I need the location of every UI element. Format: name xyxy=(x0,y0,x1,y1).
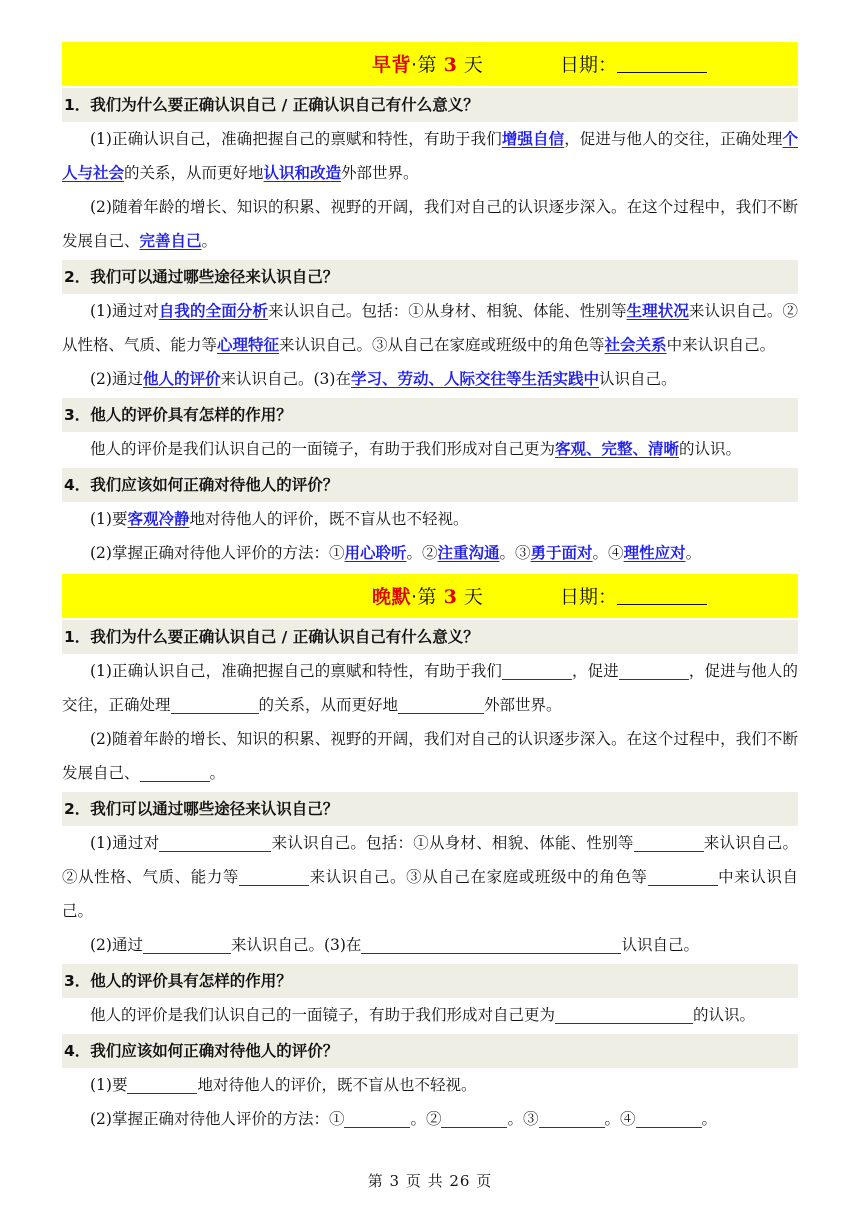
keyword: 个人与社会 xyxy=(62,130,798,182)
fill-blank[interactable] xyxy=(648,867,718,886)
keyword: 增强自信 xyxy=(501,130,565,148)
evening-title xyxy=(372,582,483,609)
worksheet-page xyxy=(62,42,798,1136)
answer-paragraph xyxy=(62,432,798,466)
keyword: 认识和改造 xyxy=(263,164,342,182)
fill-blank[interactable] xyxy=(239,867,309,886)
morning-day-number: 3 xyxy=(443,54,458,76)
question-heading: 4．我们应该如何正确对待他人的评价？ xyxy=(62,1034,798,1068)
evening-date-label: 日期： xyxy=(560,586,618,608)
answer-text: 认识自己。 xyxy=(598,370,677,388)
answer-text: (1)通过对 xyxy=(90,302,159,320)
answer-text: 。② xyxy=(406,544,438,562)
fill-text: 来认识自己。③从自己在家庭或班级中的角色等 xyxy=(309,868,648,886)
answer-text: 他人的评价是我们认识自己的一面镜子，有助于我们形成对自己更为 xyxy=(90,440,556,458)
question-heading: 1．我们为什么要正确认识自己 / 正确认识自己有什么意义？ xyxy=(62,88,798,122)
answer-text: (2)通过 xyxy=(90,370,143,388)
fill-blank[interactable] xyxy=(143,935,231,954)
fill-blank[interactable] xyxy=(361,935,621,954)
page-footer: 第 3 页 共 26 页 xyxy=(367,1172,493,1190)
keyword: 客观、完整、清晰 xyxy=(555,440,680,458)
keyword: 自我的全面分析 xyxy=(158,302,268,320)
question-heading: 2．我们可以通过哪些途径来认识自己？ xyxy=(62,792,798,826)
fill-text: 他人的评价是我们认识自己的一面镜子，有助于我们形成对自己更为 xyxy=(90,1006,556,1024)
answer-text: 的认识。 xyxy=(679,440,742,458)
morning-date-blank[interactable] xyxy=(617,54,707,73)
fill-text: (2)通过 xyxy=(90,936,143,954)
fill-text: 认识自己。 xyxy=(621,936,699,954)
question-heading: 4．我们应该如何正确对待他人的评价？ xyxy=(62,468,798,502)
keyword: 完善自己 xyxy=(139,232,202,250)
evening-banner xyxy=(62,574,798,618)
fill-paragraph xyxy=(62,1102,798,1136)
evening-title-mid: ·第 xyxy=(411,586,438,608)
evening-title-end: 天 xyxy=(463,586,484,608)
fill-paragraph xyxy=(62,722,798,790)
fill-text: (1)正确认识自己，准确把握自己的禀赋和特性，有助于我们 xyxy=(90,662,502,680)
answer-text: 。 xyxy=(201,232,218,250)
fill-text: 。 xyxy=(701,1110,718,1128)
fill-text: 的认识。 xyxy=(693,1006,756,1024)
fill-text: 地对待他人的评价，既不盲从也不轻视。 xyxy=(197,1076,477,1094)
morning-date xyxy=(560,50,707,77)
fill-text: 中来认识自己。 xyxy=(62,868,798,920)
fill-blank[interactable] xyxy=(159,833,271,852)
answer-paragraph xyxy=(62,362,798,396)
question-heading: 2．我们可以通过哪些途径来认识自己？ xyxy=(62,260,798,294)
fill-text: (2)掌握正确对待他人评价的方法：① xyxy=(90,1110,345,1128)
evening-date-blank[interactable] xyxy=(617,586,707,605)
morning-title-label: 早背 xyxy=(372,54,412,76)
fill-text: (2)随着年龄的增长、知识的积累、视野的开阔，我们对自己的认识逐步深入。在这个过程中，我们不断发展自己、 xyxy=(62,730,798,782)
fill-blank[interactable] xyxy=(140,763,210,782)
answer-text: (1)正确认识自己，准确把握自己的禀赋和特性，有助于我们 xyxy=(90,130,502,148)
fill-paragraph xyxy=(62,998,798,1032)
fill-blank[interactable] xyxy=(502,661,572,680)
fill-text: ，促进与他人的交往，正确处理 xyxy=(62,662,798,714)
fill-text: 来认识自己。(3)在 xyxy=(230,936,362,954)
fill-text: 的关系，从而更好地 xyxy=(258,696,399,714)
answer-text: 来认识自己。(3)在 xyxy=(220,370,351,388)
keyword: 社会关系 xyxy=(604,336,667,354)
fill-text: (1)要 xyxy=(90,1076,128,1094)
answer-paragraph xyxy=(62,502,798,536)
fill-blank[interactable] xyxy=(619,661,689,680)
answer-paragraph xyxy=(62,536,798,570)
fill-paragraph xyxy=(62,928,798,962)
fill-text: 来认识自己。②从性格、气质、能力等 xyxy=(62,834,798,886)
fill-text: (1)通过对 xyxy=(90,834,160,852)
fill-text: 外部世界。 xyxy=(484,696,562,714)
question-heading: 3．他人的评价具有怎样的作用？ xyxy=(62,398,798,432)
keyword: 勇于面对 xyxy=(530,544,593,562)
keyword: 生理状况 xyxy=(626,302,689,320)
question-heading: 3．他人的评价具有怎样的作用？ xyxy=(62,964,798,998)
morning-title-end: 天 xyxy=(463,54,484,76)
morning-banner xyxy=(62,42,798,86)
answer-text: 的关系，从而更好地 xyxy=(124,164,264,182)
answer-text: 来认识自己。③从自己在家庭或班级中的角色等 xyxy=(279,336,605,354)
keyword: 客观冷静 xyxy=(127,510,190,528)
answer-text: 中来认识自己。 xyxy=(666,336,776,354)
answer-paragraph xyxy=(62,190,798,258)
fill-text: 。② xyxy=(410,1110,442,1128)
fill-text: ，促进 xyxy=(571,662,619,680)
evening-title-label: 晚默 xyxy=(372,586,412,608)
fill-blank[interactable] xyxy=(127,1075,197,1094)
fill-paragraph xyxy=(62,1068,798,1102)
fill-paragraph xyxy=(62,826,798,928)
answer-text: 。③ xyxy=(499,544,531,562)
fill-text: 。 xyxy=(209,764,226,782)
fill-blank[interactable] xyxy=(171,695,259,714)
keyword: 心理特征 xyxy=(217,336,280,354)
answer-text: 。④ xyxy=(592,544,624,562)
answer-text: 地对待他人的评价，既不盲从也不轻视。 xyxy=(189,510,469,528)
answer-text: 来认识自己。②从性格、气质、能力等 xyxy=(62,302,798,354)
fill-blank[interactable] xyxy=(555,1005,693,1024)
answer-paragraph xyxy=(62,122,798,190)
fill-paragraph xyxy=(62,654,798,722)
morning-title xyxy=(372,50,483,77)
fill-blank[interactable] xyxy=(398,695,484,714)
fill-blank[interactable] xyxy=(441,1109,507,1128)
answer-text: 外部世界。 xyxy=(341,164,419,182)
answer-text: 来认识自己。包括：①从身材、相貌、体能、性别等 xyxy=(267,302,627,320)
fill-text: 。④ xyxy=(604,1110,636,1128)
fill-text: 来认识自己。包括：①从身材、相貌、体能、性别等 xyxy=(271,834,634,852)
fill-blank[interactable] xyxy=(344,1109,410,1128)
answer-text: 。 xyxy=(685,544,702,562)
keyword: 学习、劳动、人际交往等生活实践中 xyxy=(350,370,599,388)
fill-blank[interactable] xyxy=(634,833,704,852)
fill-blank[interactable] xyxy=(636,1109,702,1128)
keyword: 他人的评价 xyxy=(142,370,221,388)
answer-text: (1)要 xyxy=(90,510,128,528)
fill-blank[interactable] xyxy=(539,1109,605,1128)
keyword: 注重沟通 xyxy=(437,544,500,562)
evening-day-number: 3 xyxy=(443,586,458,608)
morning-title-mid: ·第 xyxy=(411,54,438,76)
answer-text: ，促进与他人的交往，正确处理 xyxy=(564,130,783,148)
morning-date-label: 日期： xyxy=(560,54,618,76)
keyword: 理性应对 xyxy=(623,544,686,562)
answer-paragraph xyxy=(62,294,798,362)
question-heading: 1．我们为什么要正确认识自己 / 正确认识自己有什么意义？ xyxy=(62,620,798,654)
evening-date xyxy=(560,582,707,609)
keyword: 用心聆听 xyxy=(344,544,407,562)
fill-text: 。③ xyxy=(507,1110,539,1128)
answer-text: (2)随着年龄的增长、知识的积累、视野的开阔，我们对自己的认识逐步深入。在这个过程中，我们不断发展自己、 xyxy=(62,198,798,250)
answer-text: (2)掌握正确对待他人评价的方法：① xyxy=(90,544,345,562)
